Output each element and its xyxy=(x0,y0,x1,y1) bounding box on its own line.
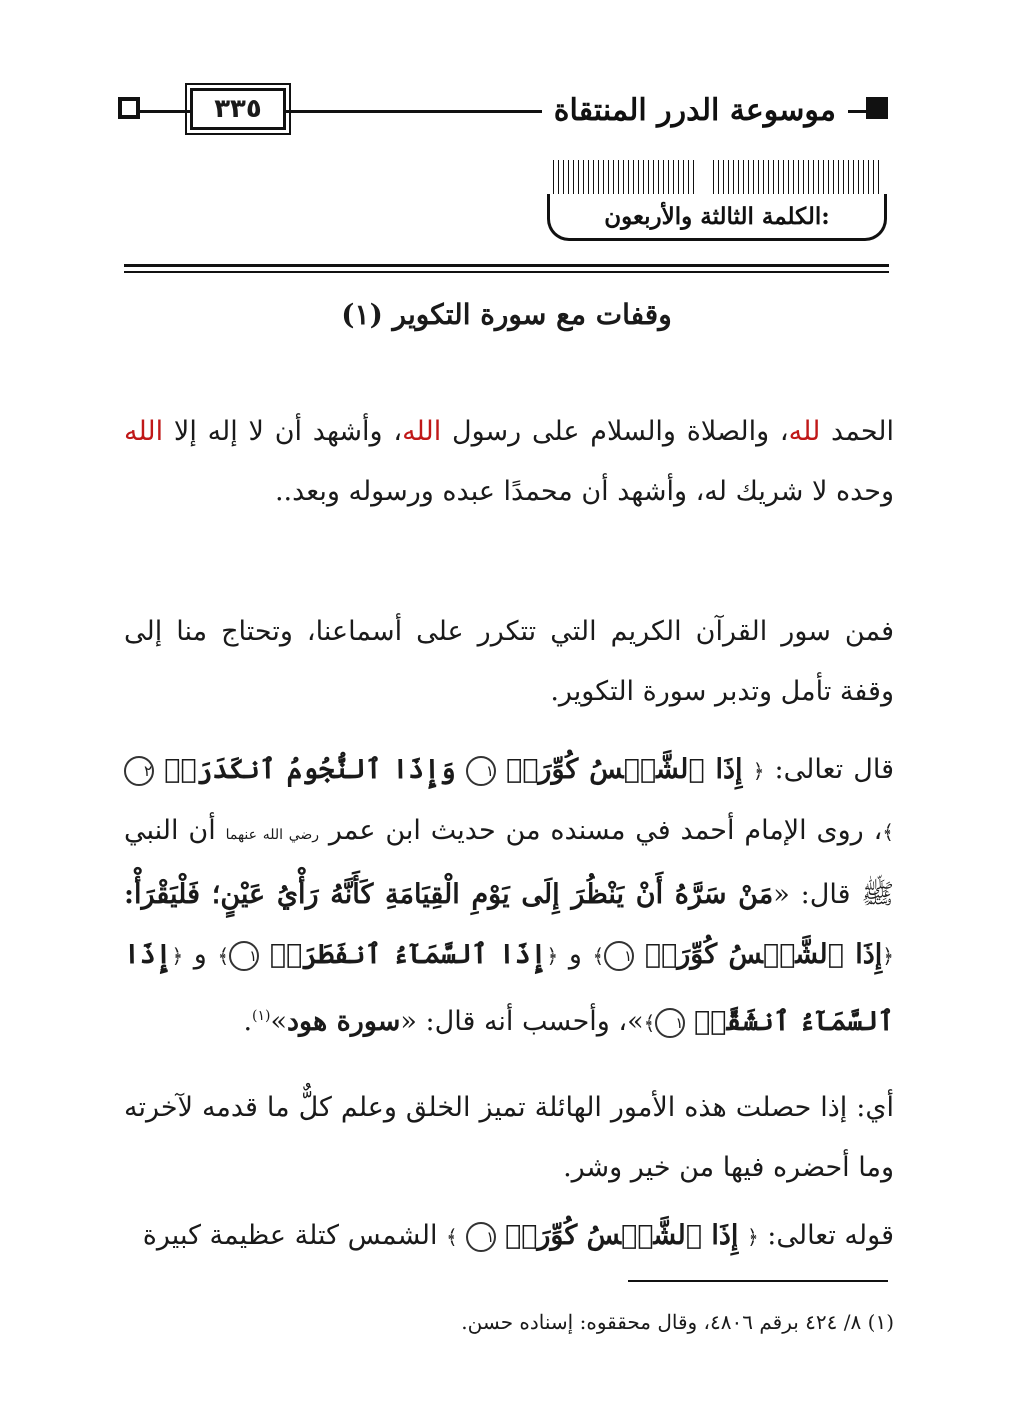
divine-name: الله xyxy=(124,416,164,447)
chapter-label-box xyxy=(547,160,887,242)
quran-verse: وَإِذَا ٱلنُّجُومُ ٱنكَدَرَتۡ xyxy=(164,754,456,785)
hadith-text: مَنْ سَرَّهُ أَنْ يَنْظُرَ إِلَى يَوْمِ الْقِيَامَةِ كَأَنَّهُ رَأْيُ عَيْنٍ؛ فَلْيَقْرَأْ: xyxy=(124,879,774,910)
paragraph-praise: الحمد لله، والصلاة والسلام على رسول الله، وأشهد أن لا إله إلا الله وحده لا شريك له، وأشهد أن محمدًا عبده ورسوله وبعد.. xyxy=(124,416,894,507)
divine-name: الله xyxy=(402,416,442,447)
honorific: ﷺ xyxy=(861,879,895,910)
divine-name: لله xyxy=(788,416,821,447)
page-header xyxy=(118,86,888,146)
quran-verse: إِذَا ٱلشَّمۡسُ كُوِّرَتۡ xyxy=(644,939,883,970)
footnote: (١) ٨/ ٤٢٤ برقم ٤٨٠٦، وقال محققوه: إسناده حسن. xyxy=(461,1310,894,1334)
surah-name: سورة هود xyxy=(287,1006,401,1037)
verse-number: ١ xyxy=(466,756,496,786)
header-square-hollow xyxy=(118,97,140,119)
verse-number: ٢ xyxy=(124,756,154,786)
paragraph-commentary: قوله تعالى: ﴿ إِذَا ٱلشَّمۡسُ كُوِّرَتۡ ١ ﴾ الشمس كتلة عظيمة كبيرة xyxy=(142,1220,894,1251)
verse-number: ١ xyxy=(229,941,259,971)
quran-verse: إِذَا ٱلسَّمَآءُ ٱنشَقَّتۡ xyxy=(124,939,894,1037)
series-title: موسوعة الدرر المنتقاة xyxy=(542,86,848,134)
paragraph-explanation: أي: إذا حصلت هذه الأمور الهائلة تميز الخلق وعلم كلٌّ ما قدمه لآخرته وما أحضره فيها من خير وشر. xyxy=(124,1092,894,1183)
header-square-solid xyxy=(866,97,888,119)
paragraph-hadith: قال تعالى: ﴿ إِذَا ٱلشَّمۡسُ كُوِّرَتۡ ١ وَإِذَا ٱلنُّجُومُ ٱنكَدَرَتۡ ٢ ﴾، روى الإمام أحمد في مسنده من حديث ابن عمر رضي الله عنهما أن النبي ﷺ قال: «مَنْ سَرَّهُ أَنْ يَنْظُرَ إِلَى يَوْمِ الْقِيَامَةِ كَأَنَّهُ رَأْيُ عَيْنٍ؛ فَلْيَقْرَأْ: ﴿إِذَا ٱلشَّمۡسُ كُوِّرَتۡ ١﴾ و ﴿إِذَا ٱلسَّمَآءُ ٱنفَطَرَتۡ ١﴾ و ﴿إِذَا ٱلسَّمَآءُ ٱنشَقَّتۡ ١﴾»، وأحسب أنه قال: «سورة هود»$^{(١)}$. xyxy=(124,754,895,1037)
page-number-box xyxy=(190,88,286,130)
honorific: رضي الله عنهما xyxy=(225,827,320,843)
footnote-rule xyxy=(628,1280,888,1282)
verse-number: ١ xyxy=(466,1222,496,1252)
header-double-rule-bottom xyxy=(124,271,889,273)
header-double-rule-top xyxy=(124,264,889,267)
verse-number: ١ xyxy=(604,941,634,971)
chapter-label: الكلمة الثالثة والأربعون: xyxy=(547,194,887,241)
verse-number: ١ xyxy=(655,1008,685,1038)
quran-verse: إِذَا ٱلسَّمَآءُ ٱنفَطَرَتۡ xyxy=(269,939,547,970)
quran-verse: إِذَا ٱلشَّمۡسُ كُوِّرَتۡ xyxy=(504,1220,739,1251)
section-title: وقفات مع سورة التكوير (١) xyxy=(341,298,672,331)
footnote-marker: (١) xyxy=(252,1008,271,1024)
paragraph-intro: فمن سور القرآن الكريم التي تتكرر على أسماعنا، وتحتاج منا إلى وقفة تأمل وتدبر سورة التكوير. xyxy=(124,616,894,707)
page-number: ٣٣٥ xyxy=(214,94,262,124)
quran-verse: إِذَا ٱلشَّمۡسُ كُوِّرَتۡ xyxy=(506,754,743,785)
